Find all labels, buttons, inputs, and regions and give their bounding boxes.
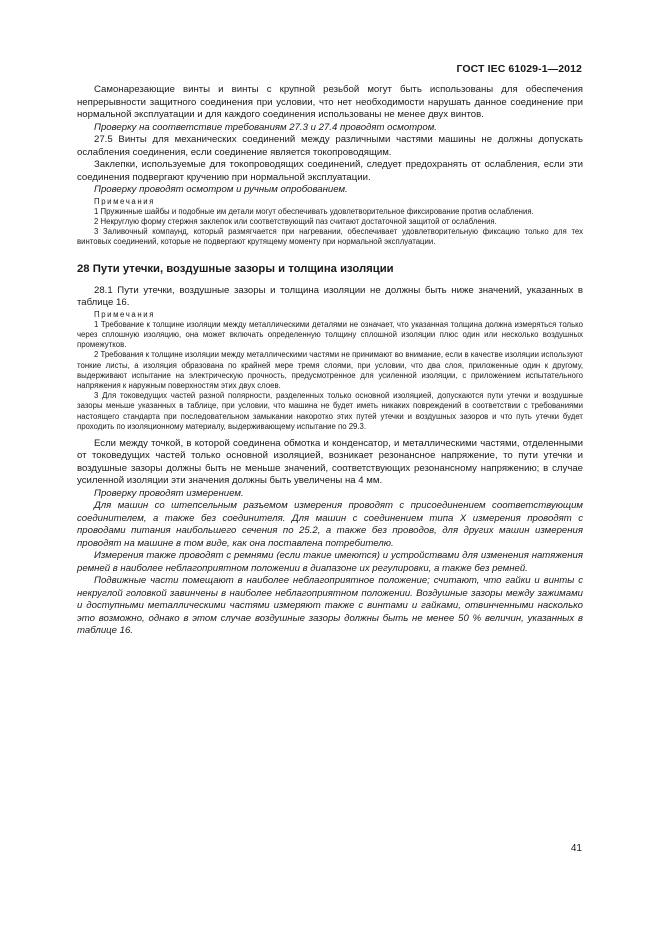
page-content <box>77 84 583 638</box>
notes-heading-2: Примечания <box>94 309 156 319</box>
paragraph-plug-machines: Для машин со штепсельным разъемом измерения проводят с присоединением соответствующим соединителем, а также без соединителя. Для машин с соединением типа X измерения проводят с проводами питания наибольшего сечения по 25.2, а также без проводов, для других машин измерения проводят на машине в том виде, как она поставлена потребителю. <box>77 500 583 549</box>
note-2: 2 Некруглую форму стержня заклепок или соответствующий паз считают достаточной защитой от ослабления. <box>94 216 497 226</box>
section-title-28: 28 Пути утечки, воздушные зазоры и толщина изоляции <box>77 262 394 275</box>
notes-heading: Примечания <box>94 196 156 206</box>
paragraph-28-1: 28.1 Пути утечки, воздушные зазоры и толщина изоляции не должны быть ниже значений, указанных в таблице 16. <box>77 284 583 309</box>
standard-header: ГОСТ IEC 61029-1—2012 <box>456 63 582 75</box>
paragraph-self-tapping-screws: Самонарезающие винты и винты с крупной резьбой могут быть использованы для обеспечения непрерывности защитного соединения при условии, что нет необходимости нарушать данное соединение при нормальной эксплуатации и для каждого соединения использованы не менее двух винтов. <box>77 84 583 120</box>
paragraph-27-5: 27.5 Винты для механических соединений между различными частями машины не должны допускать ослабления соединения, если соединение является токопроводящим. <box>77 134 583 158</box>
paragraph-moving-parts: Подвижные части помещают в наиболее неблагоприятное положение; считают, что гайки и винты с некруглой головкой завинчены в наиболее неблагоприятном положении. Воздушные зазоры между зажимами и доступными металлическими частями измеряют также с винтами и гайками, отвинченными насколько это возможно, однако в этом случае воздушные зазоры должны быть не менее 50 % величин, указанных в таблице 16. <box>77 575 583 637</box>
check-measurement: Проверку проводят измерением. <box>94 487 244 499</box>
check-27-3-27-4: Проверку на соответствие требованиям 27.3 и 27.4 проводят осмотром. <box>94 121 437 133</box>
note-2-2: 2 Требования к толщине изоляции между металлическими частями не принимают во внимание, если в качестве изоляции используют тонкие листы, а изоляция образована по крайней мере тремя слоями, при условии, что два слоя, приложенные один к другому, выдерживают испытание на электрическую прочность, предусмотренное для усиленной изоляции, с приложением испытательного напряжения к наружным поверхностям этих двух слоев. <box>77 350 583 390</box>
note-3: 3 Заливочный компаунд, который размягчается при нагревании, обеспечивает удовлетворительную фиксацию только для тех винтовых соединений, которые не подвергают крутящему моменту при нормальной эксплуатации. <box>77 227 583 247</box>
check-inspection-manual: Проверку проводят осмотром и ручным опробованием. <box>94 184 348 195</box>
note-2-1: 1 Требование к толщине изоляции между металлическими деталями не означает, что указанная толщина должна измеряться только через сплошную изоляцию, она может включать определенную толщину сплошной изоляции плюс один или несколько воздушных промежутков. <box>77 319 583 350</box>
page-number: 41 <box>570 843 582 854</box>
paragraph-resonance-voltage: Если между точкой, в которой соединена обмотка и конденсатор, и металлическими частями, отделенными от токоведущих частей только основной изоляцией, возникает резонансное напряжение, то пути утечки и воздушные зазоры должны быть не меньше значений, соответствующих резонансному напряжению; в случае усиленной изоляции эти значения должны быть увеличены на 4 мм. <box>77 437 583 487</box>
note-2-3: 3 Для токоведущих частей разной полярности, разделенных только основной изоляцией, допускаются пути утечки и воздушные зазоры меньше указанных в таблице, при условии, что машина не будет иметь никаких повреждений в соответствии с требованиями настоящего стандарта при последовательном замыкании накоротко этих путей утечки и воздушных зазоров и что путь утечки будет проходить по изоляционному материалу, выдерживающему испытание по 29.3. <box>77 391 583 431</box>
paragraph-belts: Измерения также проводят с ремнями (если такие имеются) и устройствами для изменения натяжения ремней в наиболее неблагоприятном положении в диапазоне их регулировки, а также без ремней. <box>77 550 583 574</box>
note-1: 1 Пружинные шайбы и подобные им детали могут обеспечивать удовлетворительное фиксирование против ослабления. <box>94 206 534 216</box>
paragraph-rivets: Заклепки, используемые для токопроводящих соединений, следует предохранять от ослабления, если эти соединения подвергают кручению при нормальной эксплуатации. <box>77 159 583 183</box>
